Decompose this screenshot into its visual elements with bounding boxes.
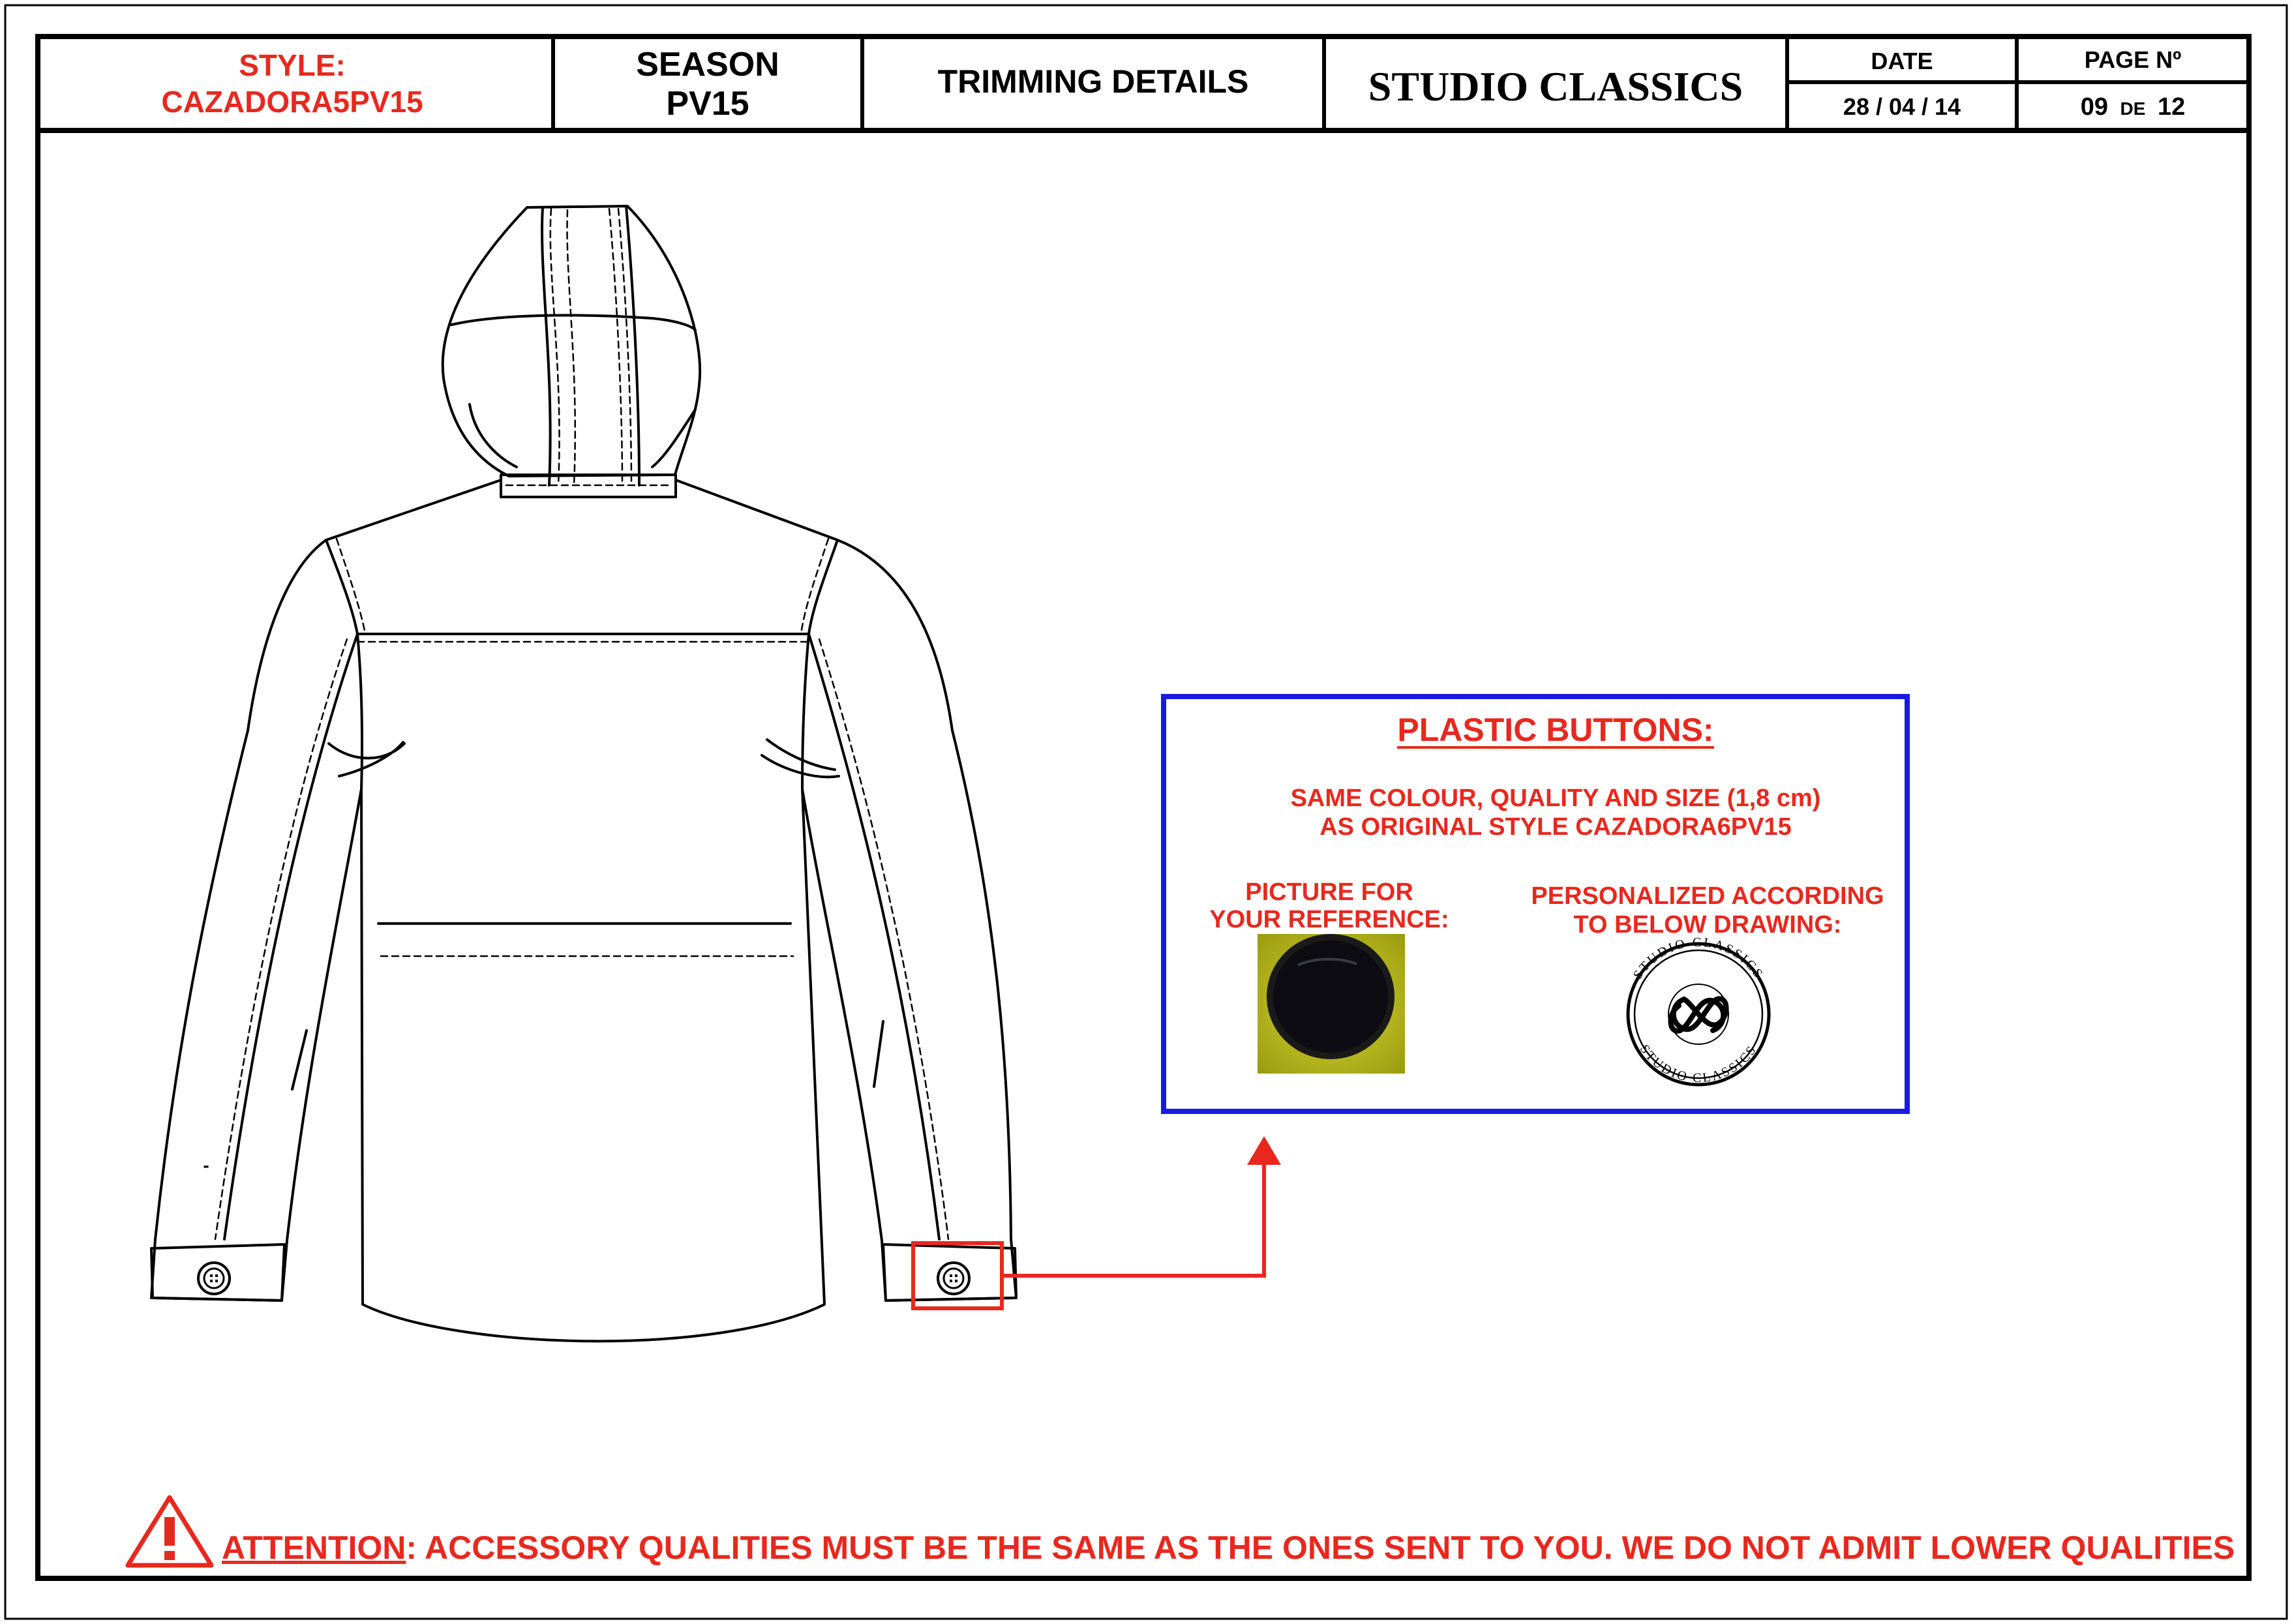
sleeve-seam-right bbox=[809, 634, 939, 1239]
hood-fold-left bbox=[470, 404, 517, 467]
personalized-label-2: TO BELOW DRAWING: bbox=[1573, 911, 1842, 939]
attention-word: ATTENTION bbox=[222, 1529, 406, 1566]
sleeve-seam-left bbox=[224, 634, 357, 1239]
picture-label-1: PICTURE FOR bbox=[1245, 879, 1413, 906]
dimension-mark: - bbox=[203, 1155, 209, 1175]
callout-connector bbox=[1002, 1161, 1264, 1276]
elbow-detail-left bbox=[329, 742, 404, 776]
page-label: PAGE Nº bbox=[2084, 46, 2182, 73]
page-current: 09 bbox=[2080, 93, 2108, 121]
main-frame bbox=[38, 37, 2249, 1578]
hood-strip-left bbox=[542, 207, 550, 485]
reference-button-photo bbox=[1258, 934, 1405, 1074]
hood-fold-right bbox=[652, 410, 695, 467]
cuff-right bbox=[883, 1244, 1016, 1301]
page-number bbox=[2081, 93, 2186, 121]
personalized-button-drawing bbox=[1628, 935, 1769, 1085]
button-engraving-bottom: STUDIO CLASSICS bbox=[1636, 1042, 1760, 1086]
attention-notice bbox=[222, 1529, 2235, 1566]
hood-brim bbox=[451, 315, 695, 330]
cuff-button-left bbox=[198, 1263, 230, 1294]
style-label: STYLE: bbox=[239, 48, 346, 82]
spec-line-2: AS ORIGINAL STYLE CAZADORA6PV15 bbox=[1319, 813, 1792, 841]
attention-text: : ACCESSORY QUALITIES MUST BE THE SAME AS THE ONES SENT TO YOU. WE DO NOT ADMIT LOWER QUALITIES bbox=[406, 1529, 2235, 1566]
jacket-back-drawing bbox=[151, 206, 1016, 1341]
picture-label-2: YOUR REFERENCE: bbox=[1209, 906, 1449, 933]
style-code: CAZADORA5PV15 bbox=[161, 85, 423, 119]
season-label: SEASON bbox=[636, 46, 779, 83]
date-label: DATE bbox=[1871, 48, 1933, 74]
warning-icon bbox=[128, 1497, 211, 1565]
page-de: DE bbox=[2120, 98, 2146, 119]
callout-title: PLASTIC BUTTONS: bbox=[1397, 712, 1714, 748]
personalized-label-1: PERSONALIZED ACCORDING bbox=[1531, 882, 1884, 910]
outer-border bbox=[5, 5, 2287, 1619]
season-value: PV15 bbox=[666, 85, 749, 123]
date-value: 28 / 04 / 14 bbox=[1843, 93, 1961, 120]
spec-line-1: SAME COLOUR, QUALITY AND SIZE (1,8 cm) bbox=[1290, 785, 1821, 812]
callout-arrowhead bbox=[1247, 1136, 1281, 1165]
cuff-left bbox=[151, 1244, 284, 1301]
button-engraving-top: STUDIO CLASSICS bbox=[1630, 935, 1767, 982]
elbow-detail-right bbox=[762, 740, 839, 777]
page-total: 12 bbox=[2158, 93, 2186, 121]
brand-name: STUDIO CLASSICS bbox=[1368, 63, 1743, 110]
section-title: TRIMMING DETAILS bbox=[937, 63, 1249, 100]
cuff-button-holes bbox=[210, 1274, 958, 1282]
